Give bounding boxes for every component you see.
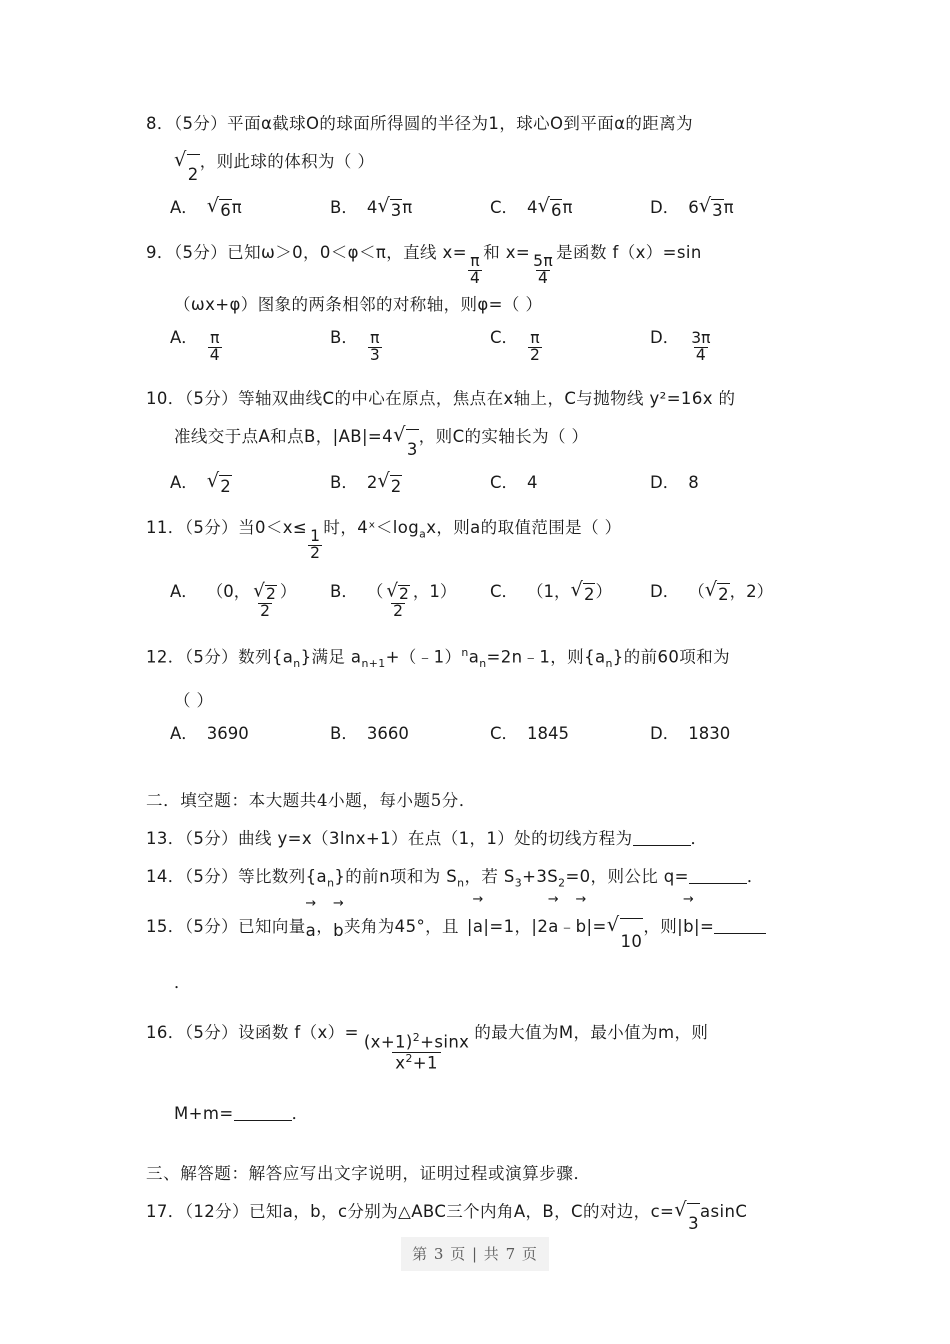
q11-stem-line1: 11．（5分）当0＜x≤ $\frac{1}{2}$ 时，$4ˣ<\log_ax$，则a的取值范围是（ ） — [146, 517, 622, 562]
q17-score: （12分） — [184, 1201, 249, 1221]
numerator: √ 2 — [386, 579, 409, 604]
radical-sign-icon: √ — [606, 912, 620, 936]
q10-stem-line2: 准线交于点A和点B，|AB|=4 √ 3 ，则C的实轴长为（ ） — [146, 418, 826, 469]
q12-options — [146, 720, 826, 760]
q15-abs-2a-b: |2 → a﹣ → b|= — [531, 891, 607, 936]
radical: √ 6 — [206, 193, 231, 221]
question-12 — [146, 634, 826, 761]
q8-option-c[interactable]: C． 4 √ 6 π — [490, 193, 573, 221]
vector-a: → a — [305, 895, 317, 940]
fraction-1-2: $\frac{1}{2}$ — [310, 527, 321, 562]
q12-option-c[interactable]: C． 1845 — [490, 724, 570, 744]
section-3-heading: 三、解答题：解答应写出文字说明，证明过程或演算步骤． — [146, 1163, 591, 1183]
q8-stem-line1 — [146, 105, 826, 143]
q13-answer-blank[interactable] — [633, 845, 691, 846]
q10-option-a[interactable]: A． √ 2 — [170, 469, 231, 496]
radical-sign-icon: √ — [537, 193, 550, 217]
q10-number: 10． — [146, 389, 185, 409]
radical: √ 3 — [377, 193, 402, 221]
q12-option-b[interactable]: B． 3660 — [330, 724, 409, 744]
q10-options — [146, 469, 826, 509]
footer-text: 第 3 页 | 共 7 页 — [412, 1245, 538, 1263]
q14-answer-blank[interactable] — [689, 883, 747, 884]
radical: √ 2 — [704, 577, 729, 605]
q8-option-d[interactable]: D． 6 √ 3 π — [650, 193, 734, 221]
fraction: $\frac{\pi}{2}$ — [530, 329, 540, 365]
section-2-heading: 二．填空题：本大题共4小题，每小题5分． — [146, 791, 476, 811]
fraction-pi-4: $\frac{\pi}{4}$ — [469, 251, 481, 287]
q15-abs-a: | → a|=1， — [466, 891, 532, 936]
sqrt-3: √ 3 — [674, 1201, 700, 1244]
q9-options — [146, 324, 826, 380]
q11-score: （5分） — [184, 517, 239, 537]
vector-arrow-icon: → — [332, 895, 345, 911]
question-15: 15．（5分）已知向量 → a， → b夹角为45°，且 | → a|=1，|2 → a﹣ → b|= √ 10 ，则| → b|= — [146, 903, 826, 965]
q12-option-d[interactable]: D． 1830 — [650, 724, 731, 744]
q12-option-a[interactable]: A． 3690 — [170, 724, 249, 744]
q16-answer-line: M+m= ． — [174, 1103, 309, 1123]
q9-score: （5分） — [173, 242, 228, 262]
radical-sign-icon: √ — [698, 193, 712, 217]
question-16: 16．（5分）设函数 f（x）= $\frac{(x+1)^2+\sin x}{x^2+1}$ 的最大值为M，最小值为m，则 — [146, 1023, 709, 1073]
sqrt-3: √ 3 — [393, 426, 419, 469]
sqrt-10: √ 10 — [607, 916, 644, 965]
vector-arrow-icon: → — [575, 891, 587, 907]
q10-option-c[interactable]: C． 4 — [490, 472, 538, 492]
question-13: 13．（5分）曲线 y=x（3lnx+1）在点（1，1）处的切线方程为 ． — [146, 829, 708, 849]
q8-option-b[interactable]: B． 4 √ 3 π — [330, 193, 413, 221]
q9-option-c[interactable]: C． $\frac{\pi}{2}$ — [490, 328, 540, 365]
vector-arrow-icon: → — [305, 895, 317, 911]
q11-options — [146, 578, 826, 634]
q11-option-c[interactable]: C． （1， √ 2 ） — [490, 577, 612, 605]
vector-arrow-icon: → — [682, 891, 695, 907]
q8-stem-text: 平面α截球O的球面所得圆的半径为1，球心O到平面α的距离为 — [227, 114, 693, 133]
radical-sign-icon: √ — [570, 577, 583, 601]
q14-number: 14． — [146, 867, 185, 887]
fraction-5pi-4: $\frac{5\pi}{4}$ — [533, 251, 554, 287]
radical-sign-icon: √ — [393, 423, 406, 447]
q15-answer-blank[interactable] — [714, 933, 766, 934]
q9-option-a[interactable]: A． $\frac{\pi}{4}$ — [170, 328, 220, 365]
q11-option-d[interactable]: D． （ √ 2 ，2） — [650, 577, 774, 605]
q10-stem-line1: 10．（5分）等轴双曲线C的中心在原点，焦点在x轴上，C与抛物线 y²=16x 的 — [146, 389, 736, 409]
q12-number: 12． — [146, 647, 185, 667]
radical: √ 2 — [206, 469, 231, 496]
q15-score: （5分） — [184, 916, 239, 936]
radical: √ 2 — [377, 469, 402, 496]
vector-arrow-icon: → — [547, 891, 560, 907]
q14-score: （5分） — [184, 867, 239, 887]
q15-number: 15． — [146, 916, 185, 936]
denominator: $x^2+1$ — [392, 1052, 441, 1073]
radical-sign-icon: √ — [206, 193, 220, 217]
q8-stem-tail: ，则此球的体积为（ ） — [199, 152, 375, 171]
numerator: √ 2 — [253, 579, 276, 604]
question-14: 14．（5分）等比数列$\{a_n\}$的前n项和为 $S_n$，若 $S_3+3S_2=0$，则公比 q= ． — [146, 867, 764, 890]
fraction-sqrt2-2: √ 2 2 — [384, 583, 412, 620]
sqrt-2: √ 2 — [174, 151, 200, 194]
radical-sign-icon: √ — [674, 1198, 688, 1222]
q12-score: （5分） — [184, 647, 239, 667]
q16-number: 16． — [146, 1023, 185, 1043]
q8-score: （5分） — [173, 114, 228, 133]
log-base: a — [419, 527, 427, 541]
radical: √ 2 — [570, 577, 595, 605]
exam-content — [146, 105, 826, 1243]
fraction: $\frac{3\pi}{4}$ — [691, 329, 711, 365]
question-8 — [146, 105, 826, 234]
radical-sign-icon: √ — [174, 148, 187, 172]
vector-b: → b — [332, 895, 345, 940]
vector-arrow-icon: → — [472, 891, 484, 907]
q16-fraction — [361, 1032, 473, 1073]
radical-sign-icon: √ — [704, 577, 718, 601]
radical: √ 3 — [698, 193, 723, 221]
q17-number: 17． — [146, 1201, 185, 1221]
q9-number: 9． — [146, 242, 174, 262]
radical: √ 6 — [537, 193, 562, 221]
q13-number: 13． — [146, 829, 185, 849]
q11-option-a[interactable]: A． （0， √ 2 2 ） — [170, 579, 297, 620]
q10-score: （5分） — [184, 389, 239, 409]
fraction-sqrt2-2: √ 2 2 — [251, 583, 279, 620]
q8-number: 8． — [146, 114, 174, 133]
q9-option-b[interactable]: B． $\frac{\pi}{3}$ — [330, 328, 380, 365]
fraction: $\frac{\pi}{4}$ — [209, 329, 220, 365]
question-9 — [146, 234, 826, 381]
question-17: 17．（12分）已知a，b，c分别为△ABC三个内角A，B，C的对边，c= √ 3 asinC — [146, 1193, 826, 1244]
radical-sign-icon: √ — [206, 469, 220, 493]
q9-stem-line1: 9．（5分）已知ω＞0，0＜φ＜π，直线 x= $\frac{\pi}{4}$ 和 x= $\frac{5\pi}{4}$ 是函数 f（x）=sin — [146, 242, 702, 287]
radical-sign-icon: √ — [253, 579, 265, 601]
q9-stem-line2: （ωx+φ）图象的两条相邻的对称轴，则φ=（ ） — [174, 295, 543, 315]
radical-sign-icon: √ — [377, 469, 390, 493]
q16-answer-blank[interactable] — [234, 1120, 292, 1121]
q8-stem-line2 — [146, 143, 826, 194]
page-footer — [0, 1237, 950, 1277]
q11-number: 11． — [146, 517, 185, 537]
q10-option-d[interactable]: D． 8 — [650, 472, 699, 492]
q13-score: （5分） — [184, 829, 239, 849]
question-11 — [146, 509, 826, 634]
q8-option-a[interactable]: A． √ 6 π — [170, 193, 242, 221]
radical-sign-icon: √ — [377, 193, 390, 217]
q15-tail: ． — [174, 973, 191, 993]
q15-abs-b: | → b|= — [677, 891, 715, 936]
fraction: $\frac{\pi}{3}$ — [369, 329, 380, 365]
q12-stem-line2: （ ） — [174, 691, 214, 711]
q8-options — [146, 194, 826, 234]
numerator: $(x+1)^2+\sin x$ — [363, 1030, 470, 1052]
q12-stem-line1: 12．（5分）数列$\{a_n\}$满足 $a_{n+1}+(﹣1)^na_n=2n﹣1$，则$\{a_n\}$的前60项和为 — [146, 645, 730, 670]
q9-option-d[interactable]: D． $\frac{3\pi}{4}$ — [650, 328, 711, 365]
radical-sign-icon: √ — [386, 579, 398, 601]
question-10 — [146, 380, 826, 509]
q11-option-b[interactable]: B． （ √ 2 2 ，1） — [330, 579, 457, 620]
q16-score: （5分） — [184, 1023, 239, 1043]
q10-option-b[interactable]: B． 2 √ 2 — [330, 469, 402, 496]
